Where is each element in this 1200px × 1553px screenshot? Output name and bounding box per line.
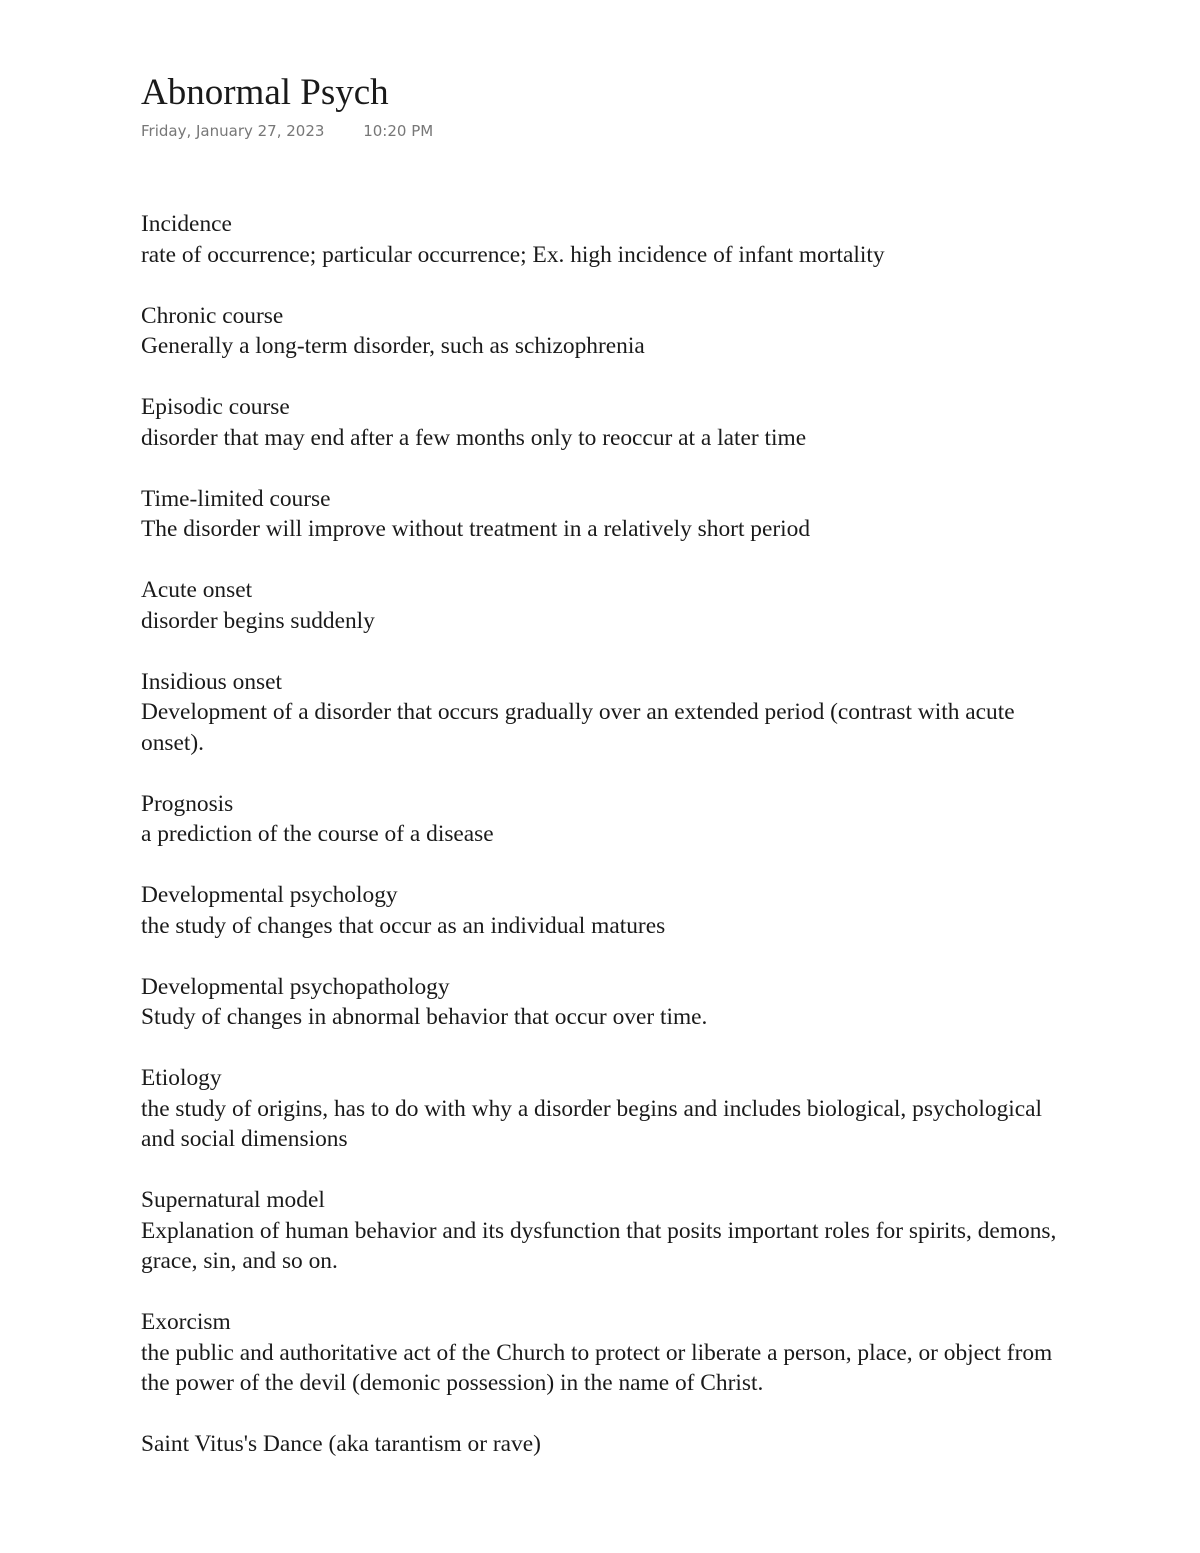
entry-term: Saint Vitus's Dance (aka tarantism or rave)	[141, 1431, 541, 1457]
entry-term: Incidence	[141, 211, 232, 237]
entry-term: Etiology	[141, 1065, 222, 1091]
glossary-entry	[141, 1429, 1081, 1460]
entry-term: Chronic course	[141, 302, 284, 329]
entry-definition: The disorder will improve without treatment in a relatively short period	[141, 516, 811, 542]
entry-term: Insidious onset	[141, 668, 282, 695]
glossary-entry	[141, 972, 1081, 1033]
entry-definition: the study of origins, has to do with why a disorder begins and includes biological, psychological and social dimensions	[141, 1095, 1043, 1152]
glossary-entry	[141, 1307, 1081, 1399]
glossary-entry	[141, 209, 1081, 270]
note-body[interactable]	[141, 209, 1081, 1460]
note-timestamp	[141, 121, 1081, 141]
entry-term: Time-limited course	[141, 485, 331, 512]
entry-definition: Explanation of human behavior and its dysfunction that posits important roles for spirits, demons, grace, sin, and so on.	[141, 1217, 1057, 1274]
entry-term: Prognosis	[141, 790, 234, 817]
entry-term: Episodic course	[141, 394, 290, 420]
glossary-entry	[141, 1063, 1081, 1155]
page-title: Abnormal Psych	[141, 72, 389, 113]
entry-term: Developmental psychopathology	[141, 973, 450, 1000]
note-date: Friday, January 27, 2023	[141, 122, 325, 140]
entry-definition: Study of changes in abnormal behavior that occur over time.	[141, 1004, 708, 1030]
entry-definition: a prediction of the course of a disease	[141, 821, 494, 847]
glossary-entry	[141, 1185, 1081, 1277]
entry-definition: Generally a long-term disorder, such as schizophrenia	[141, 333, 645, 359]
note-time: 10:20 PM	[363, 122, 434, 140]
glossary-entry	[141, 667, 1081, 759]
entry-definition: the public and authoritative act of the Church to protect or liberate a person, place, or object from the power of the devil (demonic possession) in the name of Christ.	[141, 1339, 1053, 1396]
glossary-entry	[141, 880, 1081, 941]
entry-term: Developmental psychology	[141, 882, 398, 908]
entry-definition: rate of occurrence; particular occurrence; Ex. high incidence of infant mortality	[141, 241, 885, 268]
note-page	[141, 70, 1081, 1490]
entry-term: Supernatural model	[141, 1187, 325, 1213]
entry-definition: Development of a disorder that occurs gradually over an extended period (contrast with acute onset).	[141, 699, 1015, 756]
entry-term: Acute onset	[141, 577, 253, 603]
glossary-entry	[141, 392, 1081, 453]
entry-term: Exorcism	[141, 1309, 231, 1335]
entry-definition: the study of changes that occur as an individual matures	[141, 912, 666, 939]
entry-definition: disorder that may end after a few months only to reoccur at a later time	[141, 424, 807, 451]
glossary-entry	[141, 301, 1081, 362]
glossary-entry	[141, 575, 1081, 636]
entry-definition: disorder begins suddenly	[141, 607, 375, 634]
glossary-entry	[141, 484, 1081, 545]
glossary-entry	[141, 789, 1081, 850]
